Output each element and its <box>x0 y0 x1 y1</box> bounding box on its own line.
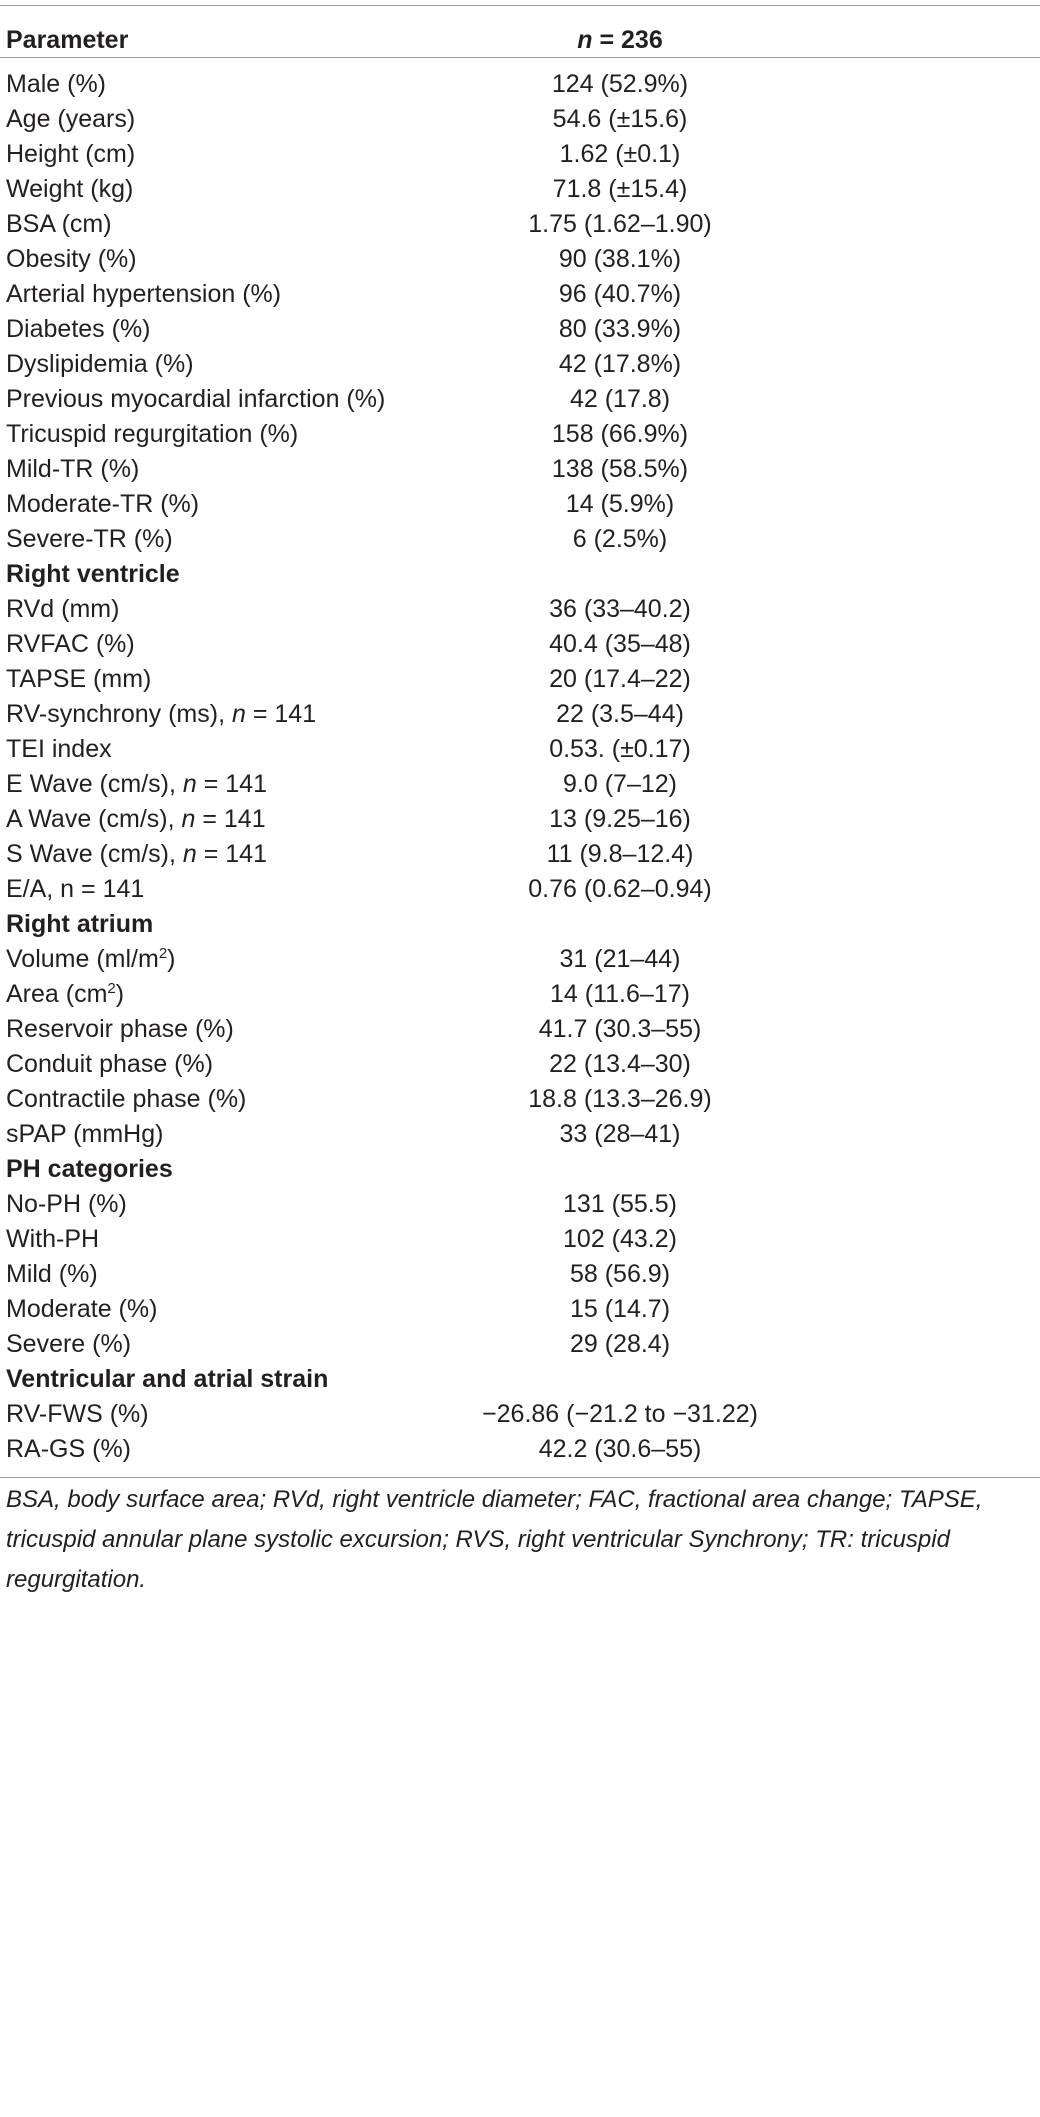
table-footnote: BSA, body surface area; RVd, right ventricle diameter; FAC, fractional area change; TAPSE, tricuspid annular plane systolic excursion; RVS, right ventricular Synchrony; TR: tricuspid regurgitation. <box>6 1486 983 1593</box>
value-cell: 36 (33–40.2) <box>549 595 691 623</box>
value-cell: 1.62 (±0.1) <box>559 140 681 168</box>
parameter-cell: Tricuspid regurgitation (%) <box>6 420 299 448</box>
parameter-cell: RVd (mm) <box>6 595 120 623</box>
parameter-cell: Reservoir phase (%) <box>6 1015 234 1043</box>
header-n: n = 236 <box>577 26 663 54</box>
value-cell: 80 (33.9%) <box>558 315 682 343</box>
parameter-cell: RA-GS (%) <box>6 1435 131 1463</box>
parameter-cell: Age (years) <box>6 105 136 133</box>
parameter-cell: Area $(cm^2)$ <box>6 980 125 1008</box>
parameter-cell: No-PH (%) <box>6 1190 127 1218</box>
value-cell: 42 (17.8) <box>569 385 671 413</box>
value-cell: 33 (28–41) <box>559 1120 681 1148</box>
parameter-cell: RVFAC (%) <box>6 630 135 658</box>
parameter-cell: Height (cm) <box>6 140 136 168</box>
value-cell: 14 (5.9%) <box>565 490 675 518</box>
parameter-cell: RV-FWS (%) <box>6 1400 149 1428</box>
value-cell: 14 (11.6–17) <box>550 980 690 1008</box>
value-cell: 40.4 (35–48) <box>549 630 691 658</box>
section-label: Right ventricle <box>6 560 180 588</box>
parameter-cell: Arterial hypertension (%) <box>6 280 282 308</box>
value-cell: 0.53. (±0.17) <box>549 735 691 763</box>
parameter-cell: E/A, n = 141 <box>6 875 145 903</box>
value-cell: 42.2 (30.6–55) <box>538 1435 702 1463</box>
parameter-cell: sPAP (mmHg) <box>6 1120 164 1148</box>
parameter-cell: A Wave (cm/s), n = 141 <box>6 805 266 833</box>
parameter-cell: Male (%) <box>6 70 107 98</box>
parameter-cell: Mild (%) <box>6 1260 98 1288</box>
value-cell: 158 (66.9%) <box>551 420 689 448</box>
parameter-cell: S Wave (cm/s), n = 141 <box>6 840 267 868</box>
value-cell: 15 (14.7) <box>569 1295 671 1323</box>
parameter-cell: Previous myocardial infarction (%) <box>6 385 386 413</box>
parameter-cell: Mild-TR (%) <box>6 455 140 483</box>
value-cell: 124 (52.9%) <box>551 70 689 98</box>
section-label: Right atrium <box>6 910 154 938</box>
parameter-cell: With-PH <box>6 1225 100 1253</box>
value-cell: 22 (13.4–30) <box>549 1050 691 1078</box>
value-cell: 9.0 (7–12) <box>563 770 677 798</box>
parameter-cell: Dyslipidemia (%) <box>6 350 194 378</box>
value-cell: 13 (9.25–16) <box>549 805 691 833</box>
parameter-cell: Contractile phase (%) <box>6 1085 247 1113</box>
parameter-cell: Weight (kg) <box>6 175 134 203</box>
value-cell: 31 (21–44) <box>559 945 681 973</box>
value-cell: 54.6 (±15.6) <box>552 105 688 133</box>
value-cell: 0.76 (0.62–0.94) <box>528 875 712 903</box>
value-cell: 20 (17.4–22) <box>549 665 691 693</box>
parameter-cell: Moderate-TR (%) <box>6 490 200 518</box>
parameter-cell: TAPSE (mm) <box>6 665 152 693</box>
parameter-cell: E Wave (cm/s), n = 141 <box>6 770 267 798</box>
parameter-cell: Obesity (%) <box>6 245 137 273</box>
table-bottom-rule <box>0 1477 1040 1478</box>
value-cell: 41.7 (30.3–55) <box>538 1015 702 1043</box>
header-bottom-rule <box>0 57 1040 58</box>
parameter-cell: Severe-TR (%) <box>6 525 173 553</box>
parameter-cell: Severe (%) <box>6 1330 132 1358</box>
value-cell: 131 (55.5) <box>563 1190 677 1218</box>
parameter-cell: BSA (cm) <box>6 210 112 238</box>
value-cell: 96 (40.7%) <box>558 280 682 308</box>
parameter-cell: Volume $(ml/m^2)$ <box>6 945 176 973</box>
value-cell: 1.75 (1.62–1.90) <box>528 210 712 238</box>
parameter-cell: Diabetes (%) <box>6 315 151 343</box>
value-cell: −26.86 (−21.2 to −31.22) <box>482 1400 758 1428</box>
value-cell: 138 (58.5%) <box>551 455 689 483</box>
value-cell: 29 (28.4) <box>569 1330 671 1358</box>
value-cell: 42 (17.8%) <box>558 350 682 378</box>
section-label: PH categories <box>6 1155 173 1183</box>
value-cell: 90 (38.1%) <box>558 245 682 273</box>
value-cell: 22 (3.5–44) <box>556 700 684 728</box>
parameter-cell: Conduit phase (%) <box>6 1050 214 1078</box>
value-cell: 71.8 (±15.4) <box>552 175 688 203</box>
value-cell: 18.8 (13.3–26.9) <box>528 1085 712 1113</box>
header-parameter: Parameter <box>6 26 129 54</box>
value-cell: 58 (56.9) <box>569 1260 671 1288</box>
value-cell: 102 (43.2) <box>563 1225 677 1253</box>
parameter-cell: Moderate (%) <box>6 1295 158 1323</box>
parameter-cell: TEI index <box>6 735 112 763</box>
value-cell: 6 (2.5%) <box>572 525 668 553</box>
section-label: Ventricular and atrial strain <box>6 1365 329 1393</box>
value-cell: 11 (9.8–12.4) <box>546 840 694 868</box>
parameter-cell: RV-synchrony (ms), n = 141 <box>6 700 317 728</box>
table-row <box>0 1426 1040 1473</box>
